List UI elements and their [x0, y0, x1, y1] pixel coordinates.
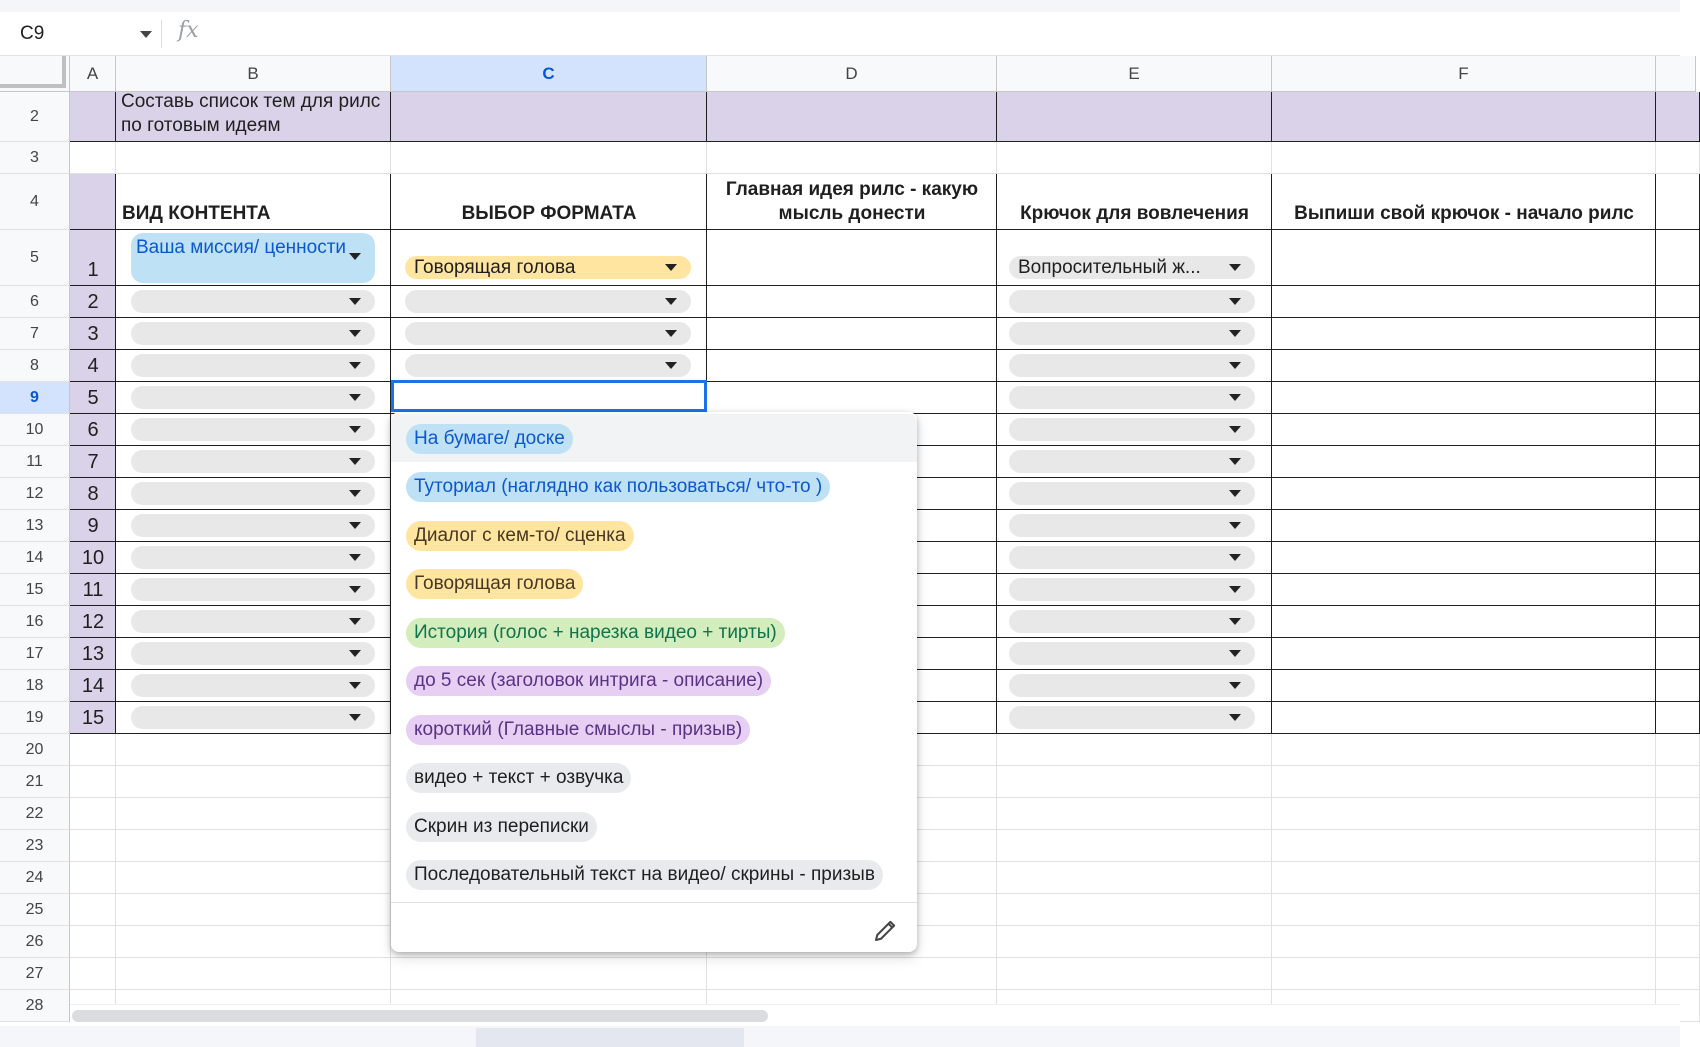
format-option-chip: видео + текст + озвучка [406, 763, 631, 793]
select-all-corner[interactable] [0, 56, 70, 92]
cell[interactable] [70, 174, 116, 230]
format-option[interactable] [391, 608, 917, 656]
cell[interactable] [707, 142, 997, 174]
cell[interactable] [707, 958, 997, 990]
row-number: 4 [87, 355, 99, 377]
content-type-dropdown[interactable] [131, 322, 375, 345]
content-type-dropdown[interactable] [131, 450, 375, 473]
row-header-2[interactable]: 2 [0, 92, 70, 142]
sheet-grid[interactable] [0, 56, 1680, 1014]
hook-dropdown[interactable] [1009, 642, 1255, 665]
row-header-23[interactable]: 23 [0, 830, 70, 862]
format-option[interactable] [391, 705, 917, 753]
cell[interactable] [1272, 382, 1656, 414]
name-box[interactable] [12, 20, 152, 48]
cell[interactable] [997, 142, 1272, 174]
cell[interactable] [1272, 510, 1656, 542]
chevron-down-icon[interactable] [349, 426, 361, 433]
format-option-chip: Скрин из переписки [406, 812, 597, 842]
format-header: ВЫБОР ФОРМАТА [461, 203, 637, 224]
sheet-tab[interactable] [476, 1028, 744, 1047]
chevron-down-icon[interactable] [665, 264, 677, 271]
chevron-down-icon[interactable] [665, 330, 677, 337]
hook-dropdown[interactable] [1009, 418, 1255, 441]
format-options-menu[interactable] [391, 412, 917, 952]
chevron-down-icon[interactable] [1229, 330, 1241, 337]
format-option[interactable] [391, 414, 917, 462]
cell[interactable] [1272, 606, 1656, 638]
cell[interactable] [1656, 446, 1700, 478]
row-header-5[interactable]: 5 [0, 230, 70, 286]
cell[interactable] [1656, 670, 1700, 702]
chevron-down-icon[interactable] [1229, 426, 1241, 433]
row-number: 1 [87, 259, 99, 281]
row-header-18[interactable]: 18 [0, 670, 70, 702]
format-option-chip: до 5 сек (заголовок интрига - описание) [406, 666, 771, 696]
cell[interactable] [1272, 798, 1656, 830]
hook-dropdown[interactable] [1009, 482, 1255, 505]
cell[interactable] [707, 318, 997, 350]
cell[interactable] [1272, 446, 1656, 478]
format-option[interactable] [391, 462, 917, 510]
cell[interactable] [1656, 230, 1700, 286]
cell[interactable] [1272, 638, 1656, 670]
write-hook-header: Выпиши свой крючок - начало рилс [1294, 203, 1634, 224]
cell[interactable] [997, 766, 1272, 798]
cell[interactable] [707, 286, 997, 318]
hook-dropdown[interactable] [1009, 674, 1255, 697]
cell[interactable] [1272, 414, 1656, 446]
chevron-down-icon[interactable] [1229, 554, 1241, 561]
cell[interactable] [1272, 542, 1656, 574]
chevron-down-icon[interactable] [349, 586, 361, 593]
row-header-19[interactable]: 19 [0, 702, 70, 734]
chevron-down-icon[interactable] [349, 394, 361, 401]
cell[interactable] [391, 142, 707, 174]
content-type-dropdown[interactable] [131, 642, 375, 665]
content-type-dropdown[interactable] [131, 674, 375, 697]
cell[interactable] [1656, 542, 1700, 574]
chevron-down-icon[interactable] [349, 253, 361, 260]
format-option-chip: Диалог с кем-то/ сценка [406, 521, 634, 551]
chevron-down-icon[interactable] [1229, 458, 1241, 465]
hook-dropdown[interactable] [1009, 450, 1255, 473]
chevron-down-icon[interactable] [349, 650, 361, 657]
cell[interactable] [997, 894, 1272, 926]
content-type-dropdown[interactable] [131, 482, 375, 505]
format-option-chip: короткий (Главные смыслы - призыв) [406, 715, 750, 745]
cell[interactable] [997, 958, 1272, 990]
cell[interactable] [1656, 382, 1700, 414]
row-number: 15 [81, 707, 105, 729]
row-header-26[interactable]: 26 [0, 926, 70, 958]
cell[interactable] [1656, 92, 1700, 142]
hook-dropdown[interactable] [1009, 578, 1255, 601]
hook-dropdown[interactable] [1009, 610, 1255, 633]
cell[interactable] [1656, 606, 1700, 638]
cell[interactable] [1656, 734, 1700, 766]
hook-value: Вопросительный ж... [1018, 257, 1201, 278]
row-number: 13 [81, 643, 105, 665]
row-number: 2 [87, 291, 99, 313]
menu-divider [391, 902, 917, 903]
column-header-c[interactable]: C [391, 56, 707, 92]
name-box-value: C9 [20, 23, 45, 44]
row-header-10[interactable]: 10 [0, 414, 70, 446]
cell[interactable] [1272, 92, 1656, 142]
cell[interactable] [70, 830, 116, 862]
content-type-dropdown[interactable] [131, 706, 375, 729]
cell[interactable] [1272, 318, 1656, 350]
active-cell[interactable] [391, 380, 707, 412]
cell[interactable] [1272, 830, 1656, 862]
cell[interactable] [70, 958, 116, 990]
cell[interactable] [1272, 230, 1656, 286]
content-type-header: ВИД КОНТЕНТА [122, 203, 271, 224]
format-option[interactable] [391, 559, 917, 607]
row-number: 9 [87, 515, 99, 537]
row-header-27[interactable]: 27 [0, 958, 70, 990]
cell[interactable] [70, 894, 116, 926]
hook-header: Крючок для вовлечения [1020, 203, 1249, 224]
cell[interactable] [116, 926, 391, 958]
chevron-down-icon[interactable] [349, 682, 361, 689]
sheet-title: Составь список тем для рилс по готовым идеям [121, 91, 381, 136]
content-type-dropdown[interactable] [131, 233, 375, 283]
cell[interactable] [1272, 862, 1656, 894]
cell[interactable] [1656, 478, 1700, 510]
cell[interactable] [116, 798, 391, 830]
cell[interactable] [1272, 350, 1656, 382]
row-header-15[interactable]: 15 [0, 574, 70, 606]
cell[interactable] [1272, 766, 1656, 798]
cell[interactable] [1272, 894, 1656, 926]
hook-dropdown[interactable] [1009, 514, 1255, 537]
pencil-icon[interactable] [871, 915, 901, 945]
content-type-dropdown[interactable] [131, 386, 375, 409]
chevron-down-icon[interactable] [1229, 298, 1241, 305]
cell[interactable] [707, 92, 997, 142]
column-header-a[interactable]: A [70, 56, 116, 92]
row-number: 3 [87, 323, 99, 345]
row-header-25[interactable]: 25 [0, 894, 70, 926]
format-option[interactable] [391, 850, 917, 898]
row-number: 5 [87, 387, 99, 409]
row-header-8[interactable]: 8 [0, 350, 70, 382]
row-header-9[interactable]: 9 [0, 382, 70, 414]
chevron-down-icon[interactable] [349, 298, 361, 305]
column-header-g[interactable] [1656, 56, 1696, 92]
cell[interactable] [116, 142, 391, 174]
chevron-down-icon[interactable] [1229, 618, 1241, 625]
freeze-handle[interactable] [0, 56, 66, 88]
format-option-chip: На бумаге/ доске [406, 424, 573, 454]
cell[interactable] [1272, 574, 1656, 606]
chevron-down-icon[interactable] [1229, 490, 1241, 497]
row-header-7[interactable]: 7 [0, 318, 70, 350]
cell[interactable] [997, 830, 1272, 862]
cell[interactable] [1656, 286, 1700, 318]
chevron-down-icon[interactable] [1229, 522, 1241, 529]
chevron-down-icon[interactable] [1229, 682, 1241, 689]
cell[interactable] [1272, 958, 1656, 990]
content-type-dropdown[interactable] [131, 290, 375, 313]
row-number: 6 [87, 419, 99, 441]
cell[interactable] [1656, 926, 1700, 958]
row-header-14[interactable]: 14 [0, 542, 70, 574]
cell[interactable] [997, 734, 1272, 766]
cell[interactable] [1656, 414, 1700, 446]
cell[interactable] [1656, 174, 1700, 230]
cell[interactable] [1656, 350, 1700, 382]
cell[interactable] [1656, 862, 1700, 894]
format-option[interactable] [391, 511, 917, 559]
cell[interactable] [70, 862, 116, 894]
row-header-11[interactable]: 11 [0, 446, 70, 478]
cell[interactable] [1272, 478, 1656, 510]
format-option-chip: История (голос + нарезка видео + тирты) [406, 618, 785, 648]
cell[interactable] [70, 142, 116, 174]
cell[interactable] [116, 830, 391, 862]
formula-bar [0, 12, 1680, 56]
cell[interactable] [1656, 958, 1700, 990]
cell[interactable] [1272, 734, 1656, 766]
column-header-f[interactable]: F [1272, 56, 1656, 92]
column-header-b[interactable]: B [116, 56, 391, 92]
hook-dropdown[interactable] [1009, 256, 1255, 279]
row-header-16[interactable]: 16 [0, 606, 70, 638]
format-option-chip: Говорящая голова [406, 569, 583, 599]
cell[interactable] [1656, 142, 1700, 174]
cell[interactable] [997, 798, 1272, 830]
cell[interactable] [1656, 638, 1700, 670]
cell[interactable] [116, 894, 391, 926]
cell[interactable] [1656, 798, 1700, 830]
chevron-down-icon[interactable] [349, 714, 361, 721]
fx-icon: fx [178, 18, 199, 43]
cell[interactable] [997, 92, 1272, 142]
cell[interactable] [391, 958, 707, 990]
content-type-dropdown[interactable] [131, 418, 375, 441]
cell[interactable] [707, 382, 997, 414]
cell[interactable] [1656, 702, 1700, 734]
format-value: Говорящая голова [414, 257, 576, 278]
hook-dropdown[interactable] [1009, 706, 1255, 729]
column-header-e[interactable]: E [997, 56, 1272, 92]
hook-dropdown[interactable] [1009, 546, 1255, 569]
hook-dropdown[interactable] [1009, 290, 1255, 313]
row-header-6[interactable]: 6 [0, 286, 70, 318]
cell[interactable] [391, 92, 707, 142]
hook-dropdown[interactable] [1009, 354, 1255, 377]
format-dropdown[interactable] [405, 322, 691, 345]
format-dropdown[interactable] [405, 290, 691, 313]
row-header-20[interactable]: 20 [0, 734, 70, 766]
sheet-tabs-bar [0, 1026, 1680, 1047]
cell[interactable] [1272, 142, 1656, 174]
chevron-down-icon[interactable] [140, 31, 152, 38]
row-number: 11 [82, 579, 104, 601]
cell[interactable] [1656, 766, 1700, 798]
content-type-dropdown[interactable] [131, 354, 375, 377]
cell[interactable] [707, 230, 997, 286]
chevron-down-icon[interactable] [349, 554, 361, 561]
row-number: 12 [81, 611, 105, 633]
horizontal-scrollbar-thumb[interactable] [72, 1010, 768, 1022]
chevron-down-icon[interactable] [1229, 650, 1241, 657]
format-option[interactable] [391, 802, 917, 850]
content-type-dropdown[interactable] [131, 578, 375, 601]
cell[interactable] [1272, 670, 1656, 702]
row-number: 7 [87, 451, 99, 473]
format-option[interactable] [391, 753, 917, 801]
chevron-down-icon[interactable] [349, 330, 361, 337]
cell[interactable] [70, 798, 116, 830]
cell[interactable] [116, 958, 391, 990]
row-number: 14 [81, 675, 105, 697]
cell[interactable] [70, 926, 116, 958]
cell[interactable] [1656, 510, 1700, 542]
row-header-4[interactable]: 4 [0, 174, 70, 230]
cell[interactable] [1272, 286, 1656, 318]
row-header-17[interactable]: 17 [0, 638, 70, 670]
chevron-down-icon[interactable] [1229, 362, 1241, 369]
content-type-dropdown[interactable] [131, 546, 375, 569]
chevron-down-icon[interactable] [349, 362, 361, 369]
format-dropdown[interactable] [405, 354, 691, 377]
cell[interactable] [1656, 574, 1700, 606]
chevron-down-icon[interactable] [1229, 714, 1241, 721]
content-type-value: Ваша миссия/ ценности [135, 237, 347, 258]
main-idea-header: Главная идея рилс - какую мысль донести [725, 179, 979, 224]
cell[interactable] [997, 862, 1272, 894]
row-header-13[interactable]: 13 [0, 510, 70, 542]
toolbar-strip [0, 0, 1680, 12]
cell[interactable] [116, 766, 391, 798]
chevron-down-icon[interactable] [1229, 394, 1241, 401]
chevron-down-icon[interactable] [1229, 586, 1241, 593]
row-header-3[interactable]: 3 [0, 142, 70, 174]
row-header-21[interactable]: 21 [0, 766, 70, 798]
chevron-down-icon[interactable] [349, 522, 361, 529]
cell[interactable] [997, 926, 1272, 958]
format-dropdown[interactable] [405, 256, 691, 279]
row-header-22[interactable]: 22 [0, 798, 70, 830]
content-type-dropdown[interactable] [131, 514, 375, 537]
content-type-dropdown[interactable] [131, 610, 375, 633]
format-option[interactable] [391, 656, 917, 704]
cell[interactable] [70, 734, 116, 766]
chevron-down-icon[interactable] [349, 490, 361, 497]
format-option-chip: Туториал (наглядно как пользоваться/ что-то ) [406, 472, 830, 502]
cell[interactable] [70, 92, 116, 142]
column-header-d[interactable]: D [707, 56, 997, 92]
cell[interactable] [1656, 830, 1700, 862]
row-number: 10 [81, 547, 105, 569]
format-option-chip: Последовательный текст на видео/ скрины - призыв [406, 860, 883, 890]
cell[interactable] [707, 350, 997, 382]
chevron-down-icon[interactable] [665, 298, 677, 305]
cell[interactable] [1272, 702, 1656, 734]
cell[interactable] [70, 766, 116, 798]
chevron-down-icon[interactable] [349, 618, 361, 625]
row-header-24[interactable]: 24 [0, 862, 70, 894]
cell[interactable] [116, 734, 391, 766]
row-header-12[interactable]: 12 [0, 478, 70, 510]
hook-dropdown[interactable] [1009, 322, 1255, 345]
row-number: 8 [87, 483, 99, 505]
formula-bar-divider [161, 20, 162, 48]
row-header-28[interactable]: 28 [0, 990, 70, 1022]
chevron-down-icon[interactable] [349, 458, 361, 465]
chevron-down-icon[interactable] [665, 362, 677, 369]
cell[interactable] [1272, 926, 1656, 958]
cell[interactable] [1656, 318, 1700, 350]
hook-dropdown[interactable] [1009, 386, 1255, 409]
chevron-down-icon[interactable] [1229, 264, 1241, 271]
cell[interactable] [1656, 894, 1700, 926]
cell[interactable] [116, 862, 391, 894]
